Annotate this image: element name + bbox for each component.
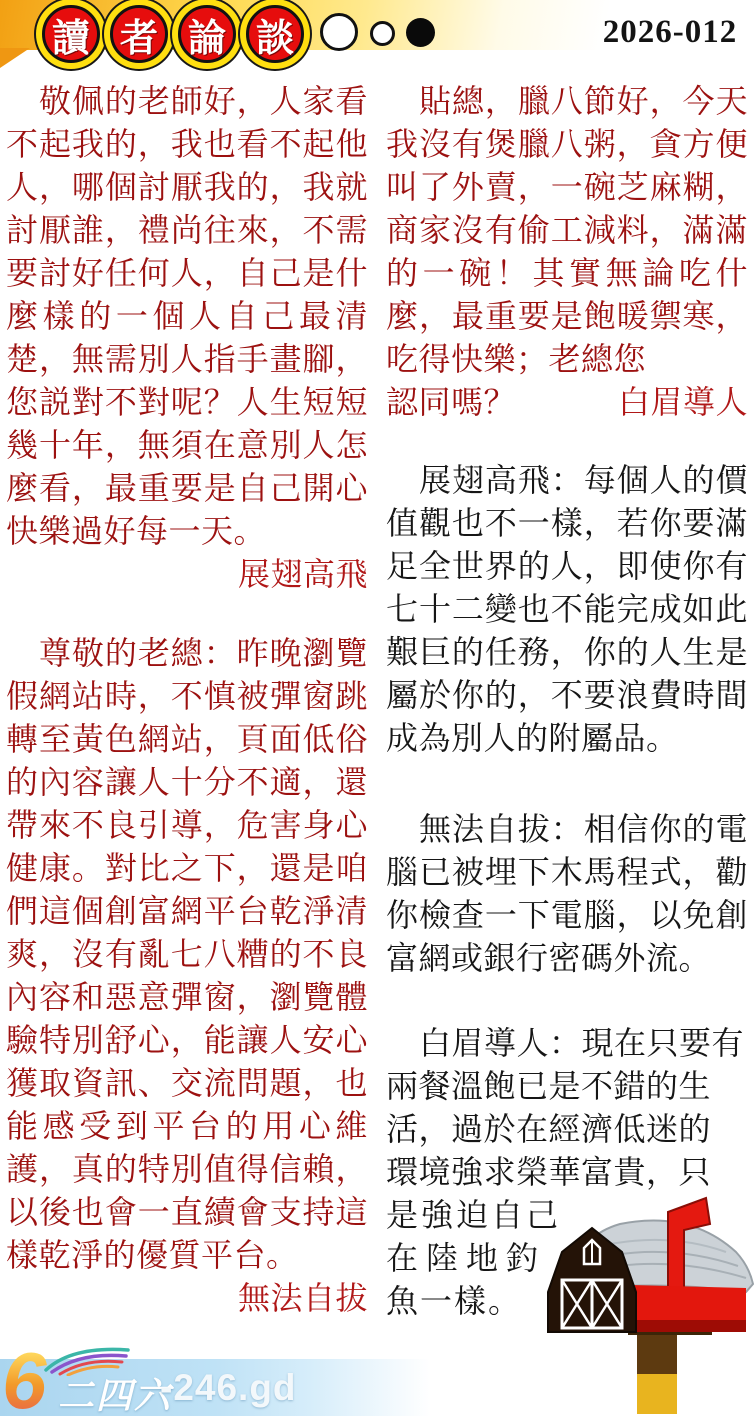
logo-six: 6 <box>2 1336 47 1416</box>
letter1-signature: 展翅高飛 <box>237 556 368 592</box>
reply3-line: 是強迫自己 <box>386 1197 562 1233</box>
letter3-body: 貼總，臘八節好，今天我沒有煲臘八粥，貪方便叫了外賣，一碗芝麻糊，商家沒有偷工減料，滿滿的一碗！其實無論吃什麼，最重要是飽暖禦寒，吃得快樂；老總您 <box>386 83 748 377</box>
left-column <box>6 80 368 1320</box>
barn-mailbox-icon <box>540 1190 756 1416</box>
letter2-signature: 無法自拔 <box>237 1280 368 1316</box>
reply3-line: 魚一樣。 <box>386 1283 523 1319</box>
logo-domain: -246.gd <box>160 1367 297 1408</box>
title-badge-4: 談 <box>246 5 304 63</box>
logo-chinese: 二四六 <box>58 1375 173 1416</box>
decor-circle-outline-large <box>320 13 358 51</box>
reply2-body: 無法自拔：相信你的電腦已被埋下木馬程式，勸你檢查一下電腦，以免創富網或銀行密碼外流。 <box>386 811 748 976</box>
letter3-question-tail: 認同嗎？ <box>386 384 517 420</box>
reply3-line: 在陸地釣 <box>386 1240 547 1276</box>
title-badge-3: 論 <box>178 5 236 63</box>
letter3-signature-line <box>386 381 748 424</box>
title-badge-1: 讀 <box>42 5 100 63</box>
reply3-line: 白眉導人：現在只要有 <box>419 1025 745 1061</box>
page-title <box>42 5 314 63</box>
header-notch <box>0 48 30 68</box>
letter2-body: 尊敬的老總：昨晚瀏覽假網站時，不慎被彈窗跳轉至黃色網站，頁面低俗的內容讓人十分不適，還帶來不良引導，危害身心健康。對比之下，還是咱們這個創富網平台乾淨清爽，沒有亂七八糟的不良內容和惡意彈窗，瀏覽體驗特別舒心，能讓人安心獲取資訊、交流問題，也能感受到平台的用心維護，真的特別值得信賴，以後也會一直續會支持這樣乾淨的優質平台。 <box>6 635 368 1273</box>
reply3-line: 環境強求榮華富貴，只 <box>386 1154 712 1190</box>
letter3-signature: 白眉導人 <box>617 384 748 420</box>
reply1-body: 展翅高飛：每個人的價值觀也不一樣，若你要滿足全世界的人，即使你有七十二變也不能完成如此艱巨的任務，你的人生是屬於你的，不要浪費時間成為別人的附屬品。 <box>386 462 748 756</box>
footer-logo-band <box>0 1336 430 1416</box>
letter1-body: 敬佩的老師好，人家看不起我的，我也看不起他人，哪個討厭我的，我就討厭誰，禮尚往來，不需要討好任何人，自己是什麼樣的一個人自己最清楚，無需別人指手畫腳，您説對不對呢？人生短短幾十年，無須在意別人怎麼看，最重要是自己開心快樂過好每一天。 <box>6 83 368 549</box>
issue-number: 2026-012 <box>602 14 738 50</box>
reply3-line: 活，過於在經濟低迷的 <box>386 1111 712 1147</box>
decor-circle-filled <box>406 18 435 47</box>
title-badge-2: 者 <box>110 5 168 63</box>
reply3-line: 兩餐溫飽已是不錯的生 <box>386 1068 712 1104</box>
decor-circle-outline-small <box>370 21 395 46</box>
right-column <box>386 80 748 1323</box>
